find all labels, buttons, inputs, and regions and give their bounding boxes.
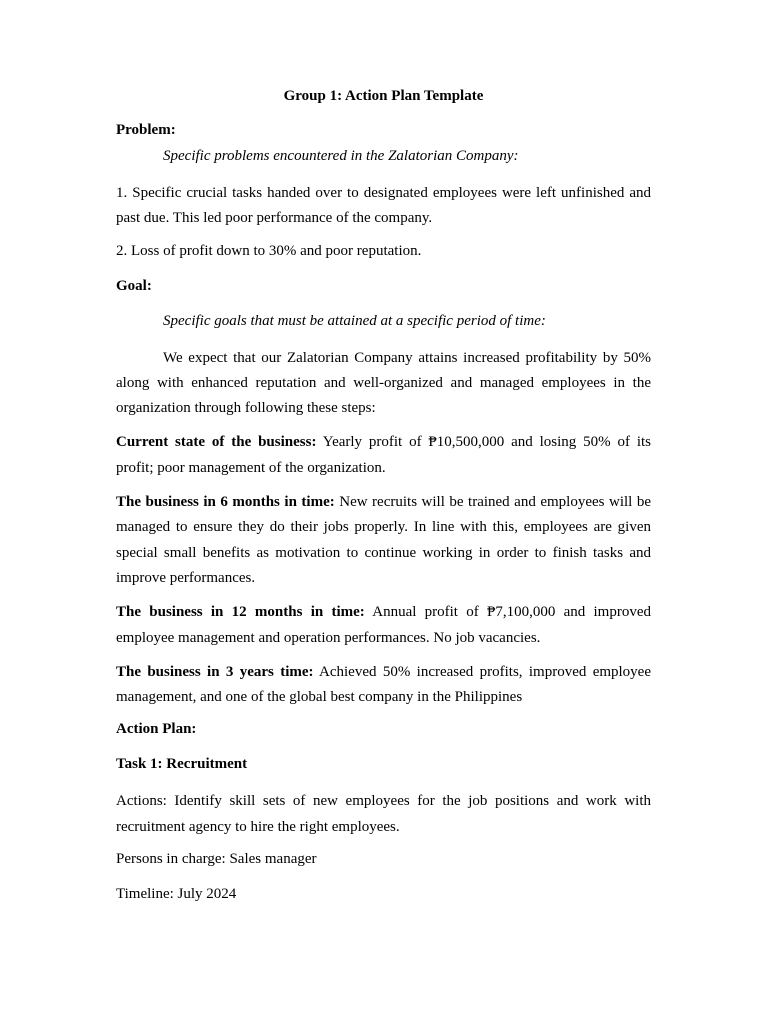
three-years-paragraph (116, 660, 651, 711)
task1-timeline: Timeline: July 2024 (116, 886, 237, 903)
current-state-label: Current state of the business: (116, 434, 317, 451)
goal-intro: Specific goals that must be attained at a specific period of time: (163, 312, 546, 329)
task1-actions: Actions: Identify skill sets of new employees for the job positions and work with recruitment agency to hire the right employees. (116, 793, 651, 835)
goal-text: We expect that our Zalatorian Company attains increased profitability by 50% along with enhanced reputation and well-organized and managed employees in the organization through following these steps: (116, 349, 651, 417)
six-months-label: The business in 6 months in time: (116, 494, 335, 511)
three-years-label: The business in 3 years time: (116, 663, 314, 680)
twelve-months-text: Annual profit of ₱7,100,000 and improved employee management and operation performances. No job vacancies. (116, 604, 652, 646)
task1-heading: Task 1: Recruitment (116, 756, 248, 773)
six-months-text: New recruits will be trained and employees will be managed to ensure they do their jobs properly. In line with this, employees are given special small benefits as motivation to continue working in order to finish tasks and improve performances. (116, 494, 651, 586)
problem-item-1: 1. Specific crucial tasks handed over to designated employees were left unfinished and past due. This led poor performance of the company. (116, 185, 651, 227)
twelve-months-paragraph (116, 600, 651, 651)
goal-heading: Goal: (116, 277, 152, 294)
three-years-text: Achieved 50% increased profits, improved employee management, and one of the global best company in the Philippines (116, 663, 651, 706)
task1-persons: Persons in charge: Sales manager (116, 851, 317, 868)
problem-intro: Specific problems encountered in the Zalatorian Company: (163, 148, 519, 164)
problem-item-2: 2. Loss of profit down to 30% and poor reputation. (116, 242, 422, 259)
document-title: Group 1: Action Plan Template (283, 88, 484, 104)
document-page (116, 86, 651, 904)
current-state-paragraph (116, 430, 651, 481)
current-state-text: Yearly profit of ₱10,500,000 and losing 50% of its profit; poor management of the organization. (116, 434, 651, 476)
action-plan-heading: Action Plan: (116, 721, 197, 738)
problem-heading: Problem: (116, 122, 176, 138)
twelve-months-label: The business in 12 months in time: (116, 604, 365, 621)
six-months-paragraph (116, 490, 651, 591)
